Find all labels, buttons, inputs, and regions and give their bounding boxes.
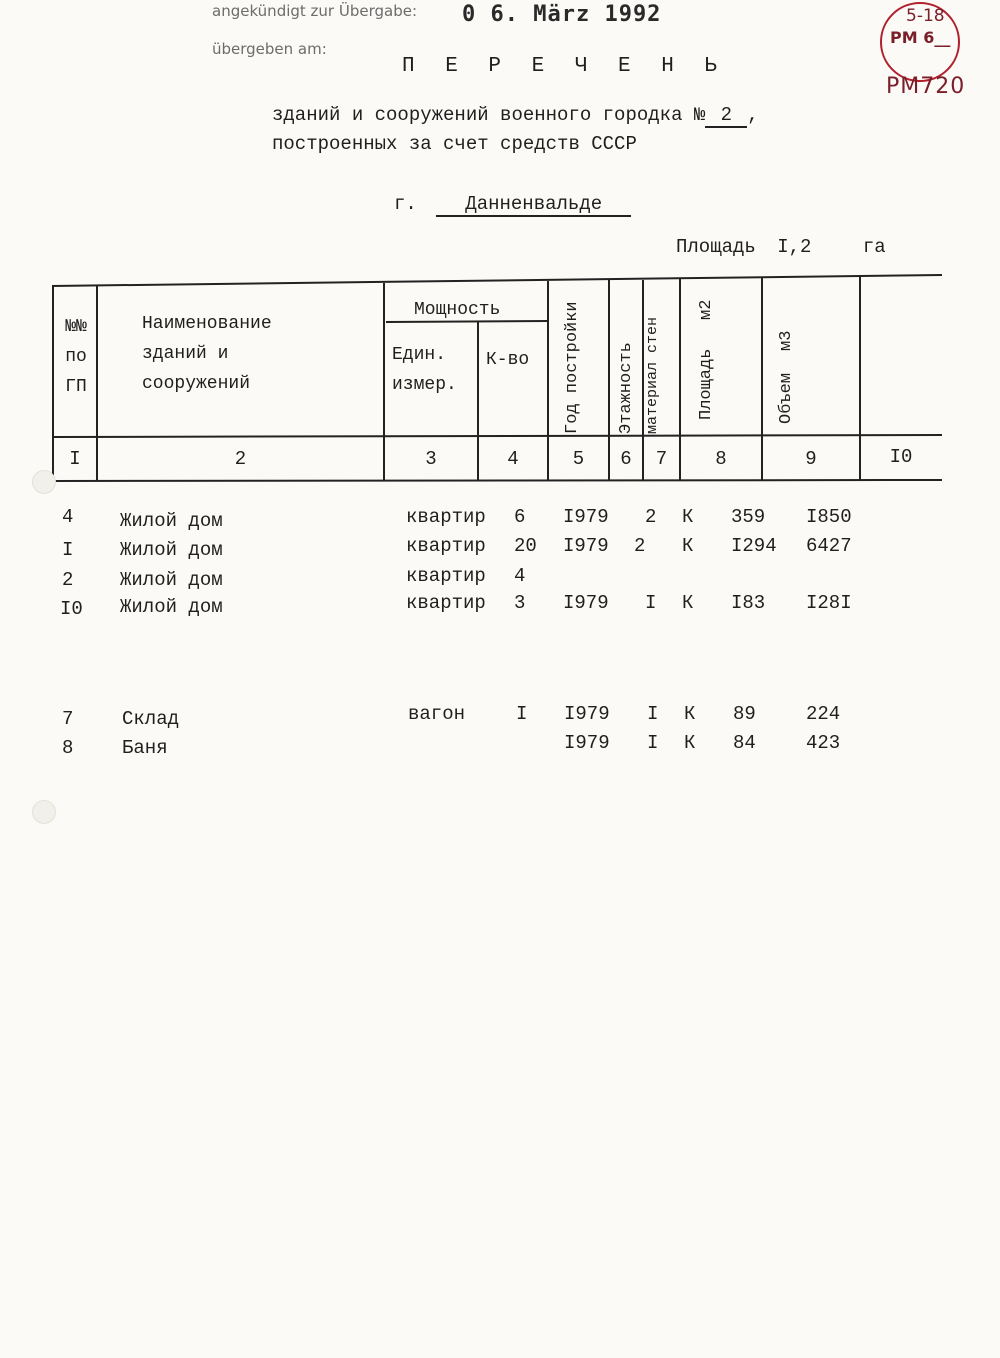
- table-row: [0, 506, 1000, 534]
- city-prefix: г.: [394, 193, 417, 215]
- row-num: 4: [62, 506, 74, 528]
- column-number-8: 8: [715, 448, 727, 470]
- row-floors: 2: [645, 506, 657, 528]
- row-floors: I: [645, 592, 657, 614]
- row-volume: 6427: [806, 535, 852, 557]
- row-year: I979: [564, 703, 610, 725]
- area-unit: га: [862, 236, 886, 258]
- row-year: I979: [563, 535, 609, 557]
- row-material: К: [682, 592, 694, 614]
- header-num: [58, 312, 94, 402]
- header-name: [142, 309, 272, 399]
- row-name: Жилой дом: [120, 539, 223, 561]
- row-volume: I28I: [806, 592, 852, 614]
- announced-label: angekündigt zur Übergabe:: [212, 2, 418, 20]
- header-floors: Этажность: [617, 342, 636, 434]
- row-volume: 224: [806, 703, 841, 725]
- header-volume: [777, 330, 796, 424]
- row-material: К: [684, 732, 696, 754]
- column-number-6: 6: [620, 448, 632, 470]
- row-year: I979: [563, 592, 609, 614]
- row-area: I83: [731, 592, 766, 614]
- table-row: [0, 565, 1000, 593]
- row-num: I: [62, 539, 74, 561]
- row-unit: вагон: [408, 703, 466, 725]
- town-number: 2: [705, 104, 747, 128]
- row-qty: I: [516, 703, 528, 725]
- header-num-line2: по: [65, 347, 87, 367]
- header-name-line3: сооружений: [142, 374, 251, 394]
- header-num-line3: ГП: [65, 377, 87, 397]
- header-qty: К-во: [486, 350, 530, 370]
- row-qty: 20: [514, 535, 537, 557]
- archive-code: РМ720: [886, 74, 966, 99]
- row-name: Жилой дом: [120, 510, 223, 532]
- header-material-line1: материал: [644, 361, 661, 434]
- header-num-line1: №№: [65, 317, 87, 337]
- row-name: Жилой дом: [120, 596, 223, 618]
- column-number-1: I: [69, 448, 81, 470]
- row-floors: I: [647, 732, 659, 754]
- header-material: [645, 318, 661, 434]
- table-row: [0, 732, 1000, 760]
- seal-line2: РМ 6__: [890, 28, 951, 47]
- subtitle-prefix: зданий и сооружений военного городка №: [272, 104, 706, 126]
- column-number-5: 5: [572, 448, 585, 470]
- table-row: [0, 703, 1000, 731]
- header-capacity: Мощность: [414, 300, 501, 320]
- area-label: Площадь: [676, 236, 756, 258]
- column-number-3: 3: [425, 448, 437, 470]
- row-name: Склад: [122, 708, 180, 730]
- row-year: I979: [564, 732, 610, 754]
- header-material-line2: стен: [644, 316, 661, 353]
- row-material: К: [684, 703, 696, 725]
- row-volume: 423: [806, 732, 841, 754]
- row-unit: квартир: [406, 592, 486, 614]
- row-unit: квартир: [406, 506, 486, 528]
- punch-hole: [32, 800, 56, 824]
- row-qty: 3: [514, 592, 526, 614]
- row-unit: квартир: [406, 535, 486, 557]
- row-name: Жилой дом: [120, 569, 223, 591]
- row-area: 84: [733, 732, 756, 754]
- city-name: Данненвальде: [436, 193, 631, 217]
- column-number-10: I0: [889, 446, 913, 468]
- subtitle-line2: построенных за счет средств СССР: [272, 133, 637, 155]
- row-unit: квартир: [406, 565, 486, 587]
- column-number-7: 7: [655, 448, 668, 470]
- header-name-line1: Наименование: [142, 314, 272, 334]
- header-name-line2: зданий и: [142, 344, 229, 364]
- row-num: 8: [62, 737, 74, 759]
- header-unit-line2: измер.: [392, 375, 457, 395]
- punch-hole: [32, 470, 56, 494]
- column-number-9: 9: [805, 448, 817, 470]
- header-unit: [392, 340, 457, 400]
- row-year: I979: [563, 506, 609, 528]
- row-num: 7: [62, 708, 74, 730]
- header-area: [697, 299, 716, 420]
- table-grid: [0, 0, 1000, 500]
- header-volume-line1: Объем: [777, 372, 796, 424]
- row-area: 89: [733, 703, 756, 725]
- announced-date: 0 6. März 1992: [462, 2, 662, 27]
- row-qty: 6: [514, 506, 526, 528]
- row-material: К: [682, 535, 694, 557]
- header-unit-line1: Един.: [392, 345, 447, 365]
- subtitle-suffix: ,: [747, 104, 759, 126]
- header-volume-line2: м3: [777, 330, 796, 351]
- table-row: [0, 592, 1000, 620]
- row-area: 359: [731, 506, 766, 528]
- row-qty: 4: [514, 565, 526, 587]
- row-floors: 2: [634, 535, 646, 557]
- header-area-line2: м2: [697, 299, 716, 321]
- area-value: I,2: [777, 236, 812, 258]
- row-material: К: [682, 506, 694, 528]
- row-volume: I850: [806, 506, 852, 528]
- document-title: П Е Р Е Ч Е Н Ь: [402, 55, 727, 78]
- seal-line1: 5-18: [906, 6, 945, 26]
- row-num: 2: [62, 569, 74, 591]
- row-name: Баня: [122, 737, 168, 759]
- row-floors: I: [647, 703, 659, 725]
- handed-label: übergeben am:: [212, 40, 327, 58]
- row-area: I294: [731, 535, 777, 557]
- header-area-line1: Площадь: [697, 348, 716, 420]
- table-row: [0, 535, 1000, 563]
- row-num: I0: [60, 598, 83, 620]
- column-number-2: 2: [234, 448, 247, 470]
- header-year: Год постройки: [563, 301, 582, 434]
- column-number-4: 4: [507, 448, 519, 470]
